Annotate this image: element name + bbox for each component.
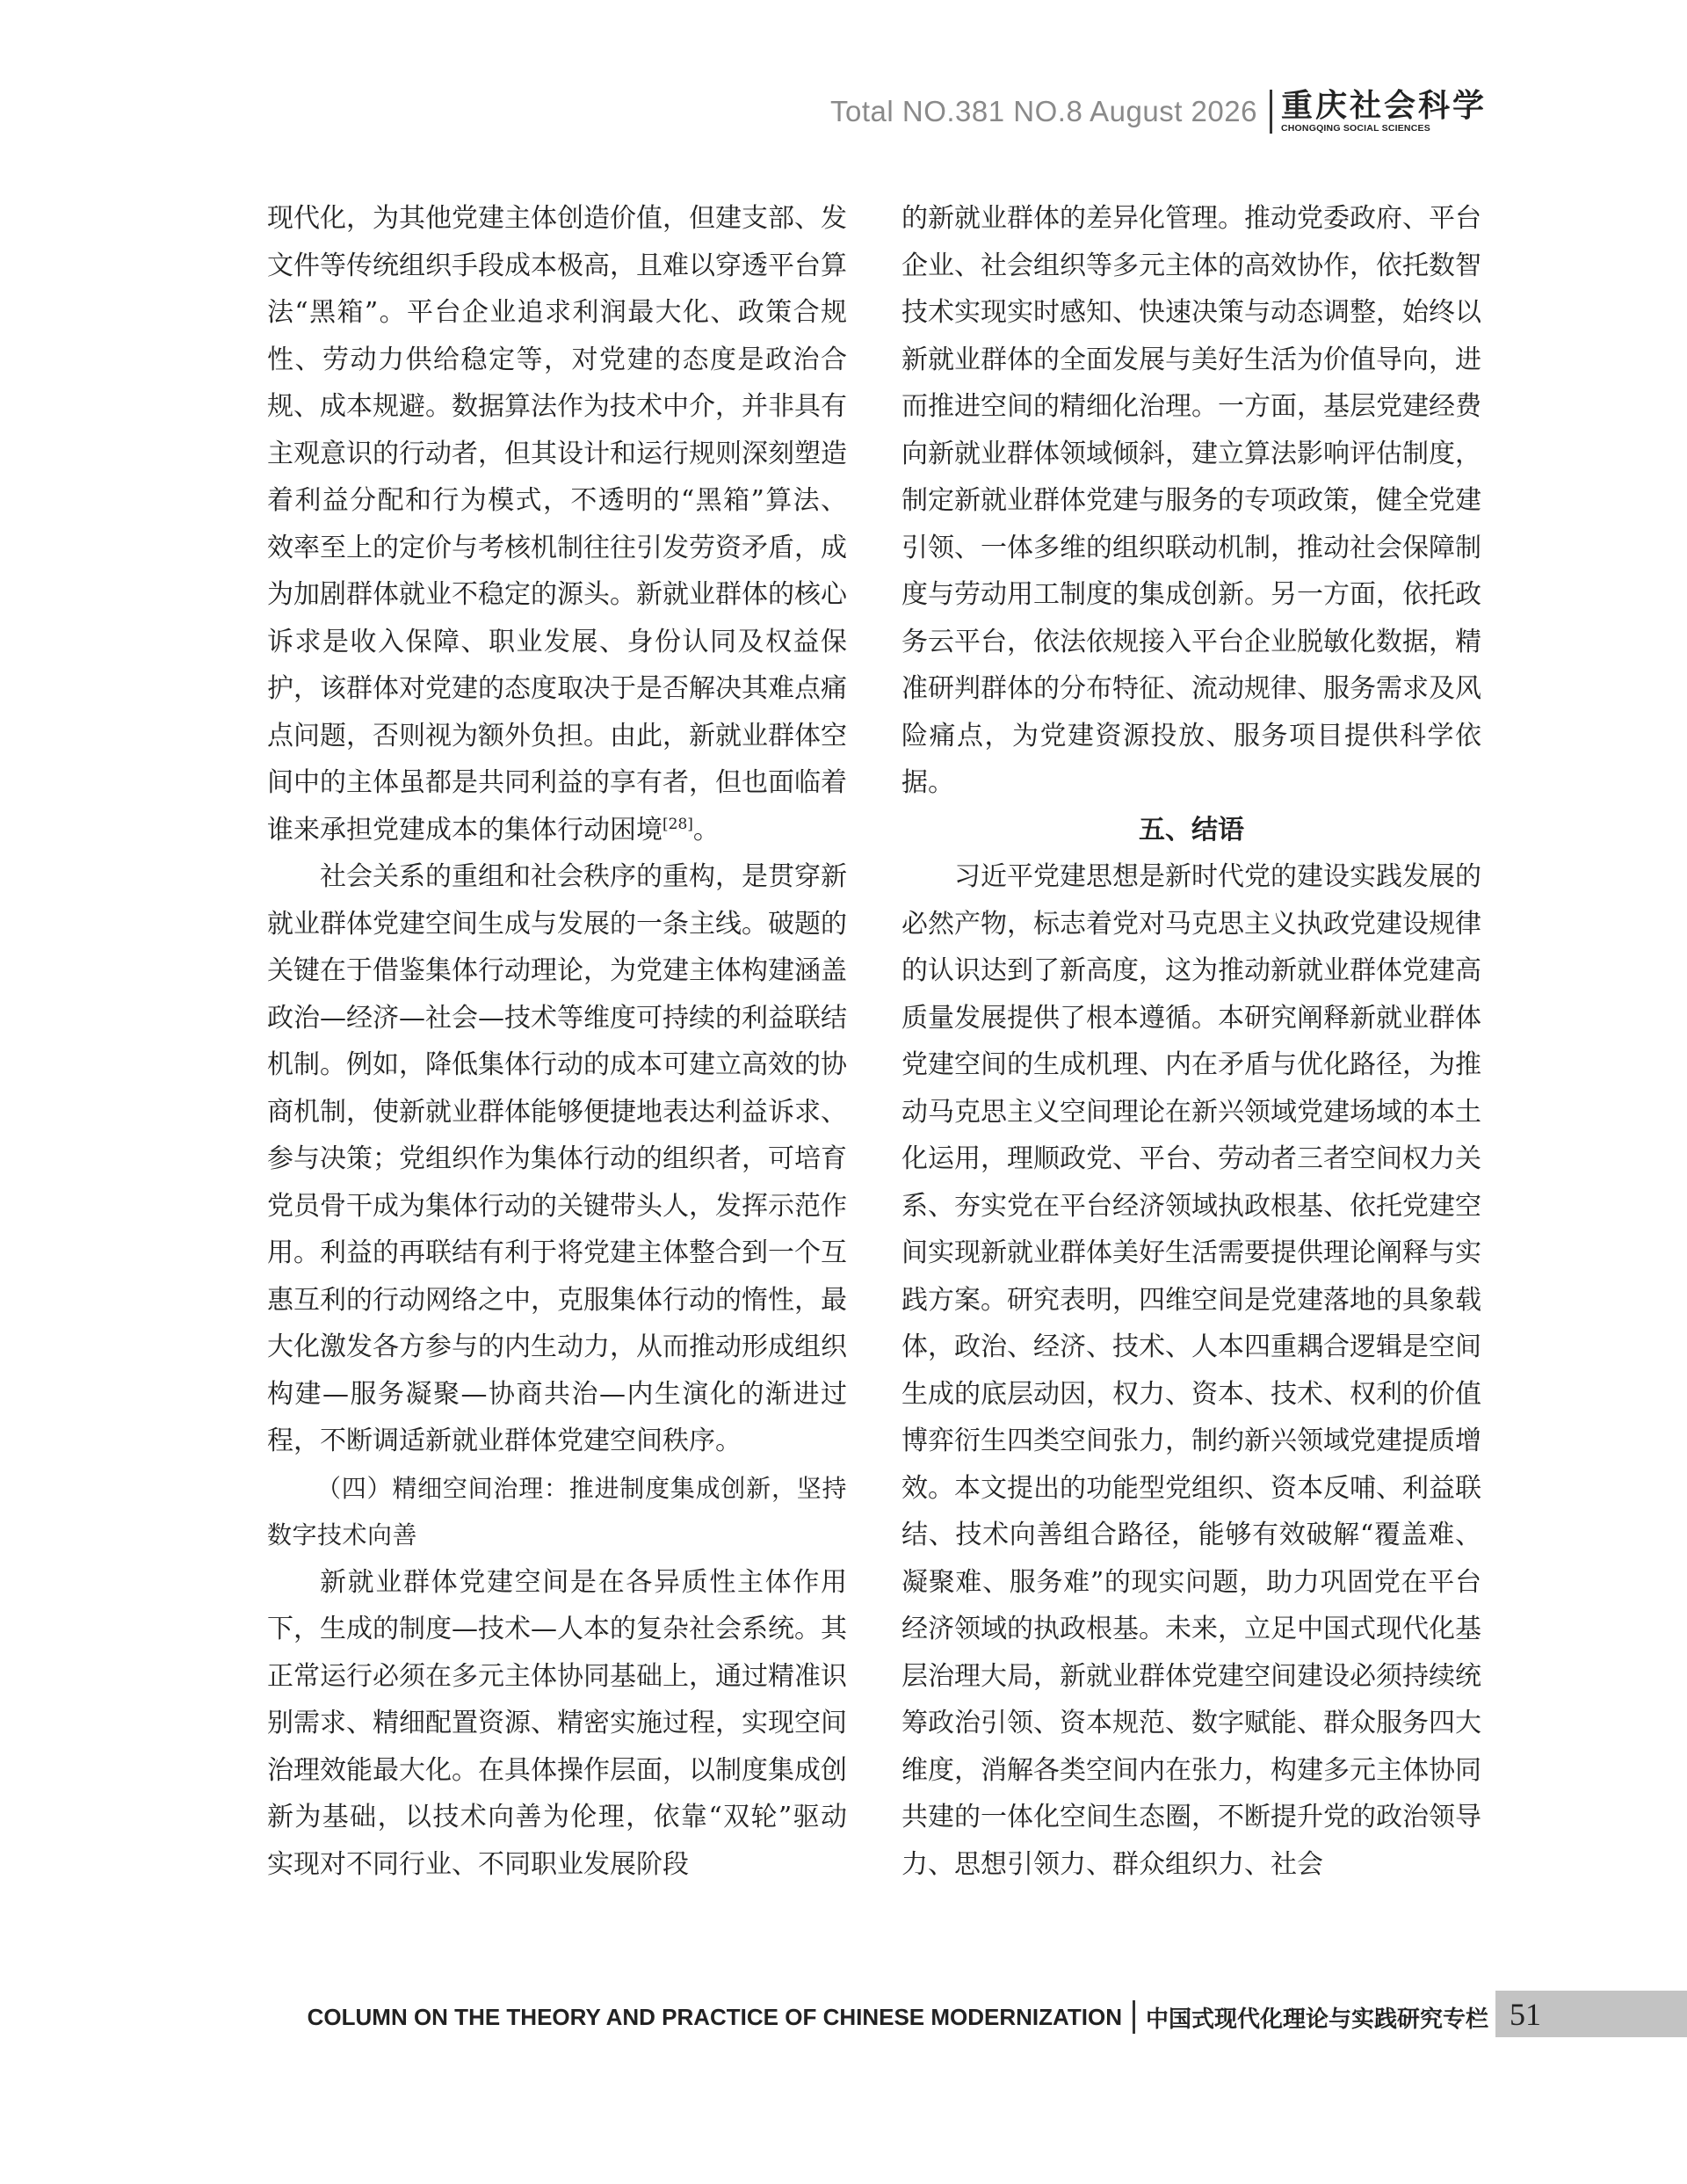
running-header [830,87,1487,134]
section-heading: 五、结语 [1139,814,1244,845]
journal-logo [1280,87,1487,134]
running-footer [0,1991,1687,2043]
page-number: 51 [1510,1997,1541,2032]
paragraph: 的新就业群体的差异化管理。推动党委政府、平台企业、社会组织等多元主体的高效协作，依托数智技术实现实时感知、快速决策与动态调整，始终以新就业群体的全面发展与美好生活为价值导向，进而推进空间的精细化治理。一方面，基层党建经费向新就业群体领域倾斜，建立算法影响评估制度，制定新就业群体党建与服务的专项政策，健全党建引领、一体多维的组织联动机制，推动社会保障制度与劳动用工制度的集成创新。另一方面，依托政务云平台，依法依规接入平台企业脱敏化数据，精准研判群体的分布特征、流动规律、服务需求及风险痛点，为党建资源投放、服务项目提供科学依据。 [901,203,1481,798]
citation-ref: [28] [662,815,693,833]
issue-info: Total NO.381 NO.8 August 2026 [830,95,1257,127]
footer-column-en: COLUMN ON THE THEORY AND PRACTICE OF CHINESE MODERNIZATION [307,2003,1122,2030]
paragraph: 现代化，为其他党建主体创造价值，但建支部、发文件等传统组织手段成本极高，且难以穿透平台算法“黑箱”。平台企业追求利润最大化、政策合规性、劳动力供给稳定等，对党建的态度是政治合规、成本规避。数据算法作为技术中介，并非具有主观意识的行动者，但其设计和运行规则深刻塑造着利益分配和行为模式，不透明的“黑箱”算法、效率至上的定价与考核机制往往引发劳资矛盾，成为加剧群体就业不稳定的源头。新就业群体的核心诉求是收入保障、职业发展、身份认同及权益保护，该群体对党建的态度取决于是否解决其难点痛点问题，否则视为额外负担。由此，新就业群体空间中的主体虽都是共同利益的享有者，但也面临着谁来承担党建成本的集体行动困境[28]。 [267,203,847,845]
journal-name-cn: 重庆社会科学 [1280,87,1487,125]
paragraph: 社会关系的重组和社会秩序的重构，是贯穿新就业群体党建空间生成与发展的一条主线。破题的关键在于借鉴集体行动理论，为党建主体构建涵盖政治—经济—社会—技术等维度可持续的利益联结机制。例如，降低集体行动的成本可建立高效的协商机制，使新就业群体能够便捷地表达利益诉求、参与决策；党组织作为集体行动的组织者，可培育党员骨干成为集体行动的关键带头人，发挥示范作用。利益的再联结有利于将党建主体整合到一个互惠互利的行动网络之中，克服集体行动的惰性，最大化激发各方参与的内生动力，从而推动形成组织构建—服务凝聚—协商共治—内生演化的渐进过程，不断调适新就业群体党建空间秩序。 [267,861,847,1456]
journal-name-en: CHONGQING SOCIAL SCIENCES [1280,123,1430,134]
footer-column-cn: 中国式现代化理论与实践研究专栏 [1145,2006,1488,2033]
page-number-box [1495,1991,1687,2037]
footer-column-title [308,2000,1488,2034]
paragraph: 习近平党建思想是新时代党的建设实践发展的必然产物，标志着党对马克思主义执政党建设规律的认识达到了新高度，这为推动新就业群体党建高质量发展提供了根本遵循。本研究阐释新就业群体党建空间的生成机理、内在矛盾与优化路径，为推动马克思主义空间理论在新兴领域党建场域的本土化运用，理顺政党、平台、劳动者三者空间权力关系、夯实党在平台经济领域执政根基、依托党建空间实现新就业群体美好生活需要提供理论阐释与实践方案。研究表明，四维空间是党建落地的具象载体，政治、经济、技术、人本四重耦合逻辑是空间生成的底层动因，权力、资本、技术、权利的价值博弈衍生四类空间张力，制约新兴领域党建提质增效。本文提出的功能型党组织、资本反哺、利益联结、技术向善组合路径，能够有效破解“覆盖难、凝聚难、服务难”的现实问题，助力巩固党在平台经济领域的执政根基。未来，立足中国式现代化基层治理大局，新就业群体党建空间建设必须持续统筹政治引领、资本规范、数字赋能、群众服务四大维度，消解各类空间内在张力，构建多元主体协同共建的一体化空间生态圈，不断提升党的政治领导力、思想引领力、群众组织力、社会 [901,861,1481,1880]
paragraph: 新就业群体党建空间是在各异质性主体作用下，生成的制度—技术—人本的复杂社会系统。其正常运行必须在多元主体协同基础上，通过精准识别需求、精细配置资源、精密实施过程，实现空间治理效能最大化。在具体操作层面，以制度集成创新为基础，以技术向善为伦理，依靠“双轮”驱动实现对不同行业、不同职业发展阶段 [267,1566,847,1880]
header-divider [1270,90,1272,134]
right-column [901,195,1481,1888]
subheading: （四）精细空间治理：推进制度集成创新，坚持数字技术向善 [267,1473,847,1549]
left-column [267,195,847,1888]
footer-divider [1133,2000,1135,2034]
